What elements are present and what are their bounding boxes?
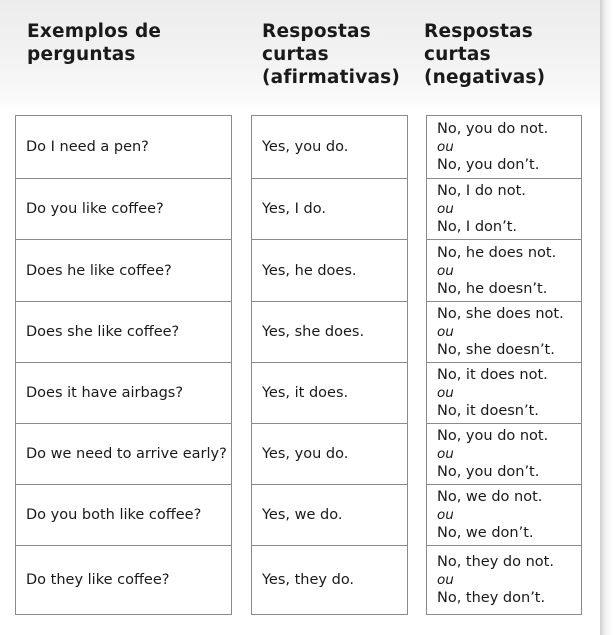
header-affirmative-line: curtas	[262, 44, 329, 65]
affirmative-column	[251, 115, 408, 615]
affirmative-answer-cell: Yes, you do.	[251, 115, 408, 179]
or-label: ou	[437, 507, 454, 523]
negative-long-form: No, he does not.	[437, 244, 557, 261]
or-label: ou	[437, 385, 454, 401]
question-cell: Do they like coffee?	[15, 545, 232, 615]
or-label: ou	[437, 572, 454, 588]
negative-answer-cell	[426, 178, 582, 240]
header-negative	[424, 20, 545, 89]
or-label: ou	[437, 262, 454, 279]
header-affirmative-line: Respostas	[262, 21, 371, 42]
negative-long-form: No, she does not.	[437, 306, 564, 322]
negative-column	[426, 115, 582, 615]
negative-contraction: No, you don’t.	[437, 157, 540, 173]
negative-contraction: No, you don’t.	[437, 464, 540, 480]
header-negative-line: (negativas)	[424, 67, 546, 88]
negative-contraction: No, I don’t.	[437, 219, 517, 235]
affirmative-answer-cell: Yes, she does.	[251, 301, 408, 363]
page-edge-shadow	[600, 0, 613, 635]
header-negative-line: curtas	[424, 44, 491, 65]
negative-contraction: No, it doesn’t.	[437, 403, 539, 419]
affirmative-answer-cell: Yes, we do.	[251, 484, 408, 546]
negative-long-form: No, it does not.	[437, 367, 548, 383]
question-cell: Does he like coffee?	[15, 239, 232, 302]
negative-answer-cell	[426, 115, 582, 179]
or-label: ou	[437, 139, 454, 155]
negative-long-form: No, I do not.	[437, 183, 526, 199]
negative-long-form: No, you do not.	[437, 121, 549, 137]
header-questions	[27, 20, 161, 66]
header-negative-line: Respostas	[424, 21, 533, 42]
negative-answer-cell	[426, 423, 582, 485]
header-affirmative-line: (afirmativas)	[262, 67, 401, 88]
or-label: ou	[437, 201, 454, 217]
header-questions-line: Exemplos de	[27, 21, 162, 42]
question-cell: Do you like coffee?	[15, 178, 232, 240]
negative-contraction: No, she doesn’t.	[437, 342, 555, 358]
negative-answer-cell	[426, 301, 582, 363]
negative-contraction: No, we don’t.	[437, 525, 534, 541]
affirmative-answer-cell: Yes, they do.	[251, 545, 408, 615]
negative-contraction: No, he doesn’t.	[437, 280, 548, 297]
affirmative-answer-cell: Yes, you do.	[251, 423, 408, 485]
question-cell: Do I need a pen?	[15, 115, 232, 179]
negative-contraction: No, they don’t.	[437, 590, 546, 606]
negative-answer-cell	[426, 362, 582, 424]
or-label: ou	[437, 446, 454, 462]
negative-answer-cell	[426, 545, 582, 615]
question-cell: Does it have airbags?	[15, 362, 232, 424]
header-questions-line: perguntas	[27, 44, 136, 65]
negative-long-form: No, they do not.	[437, 554, 554, 570]
header-affirmative	[262, 20, 400, 89]
negative-long-form: No, you do not.	[437, 428, 549, 444]
question-cell: Does she like coffee?	[15, 301, 232, 363]
affirmative-answer-cell: Yes, he does.	[251, 239, 408, 302]
questions-column	[15, 115, 232, 615]
negative-long-form: No, we do not.	[437, 489, 543, 505]
negative-answer-cell	[426, 239, 582, 302]
question-cell: Do you both like coffee?	[15, 484, 232, 546]
or-label: ou	[437, 324, 454, 340]
affirmative-answer-cell: Yes, I do.	[251, 178, 408, 240]
affirmative-answer-cell: Yes, it does.	[251, 362, 408, 424]
negative-answer-cell	[426, 484, 582, 546]
question-cell: Do we need to arrive early?	[15, 423, 232, 485]
